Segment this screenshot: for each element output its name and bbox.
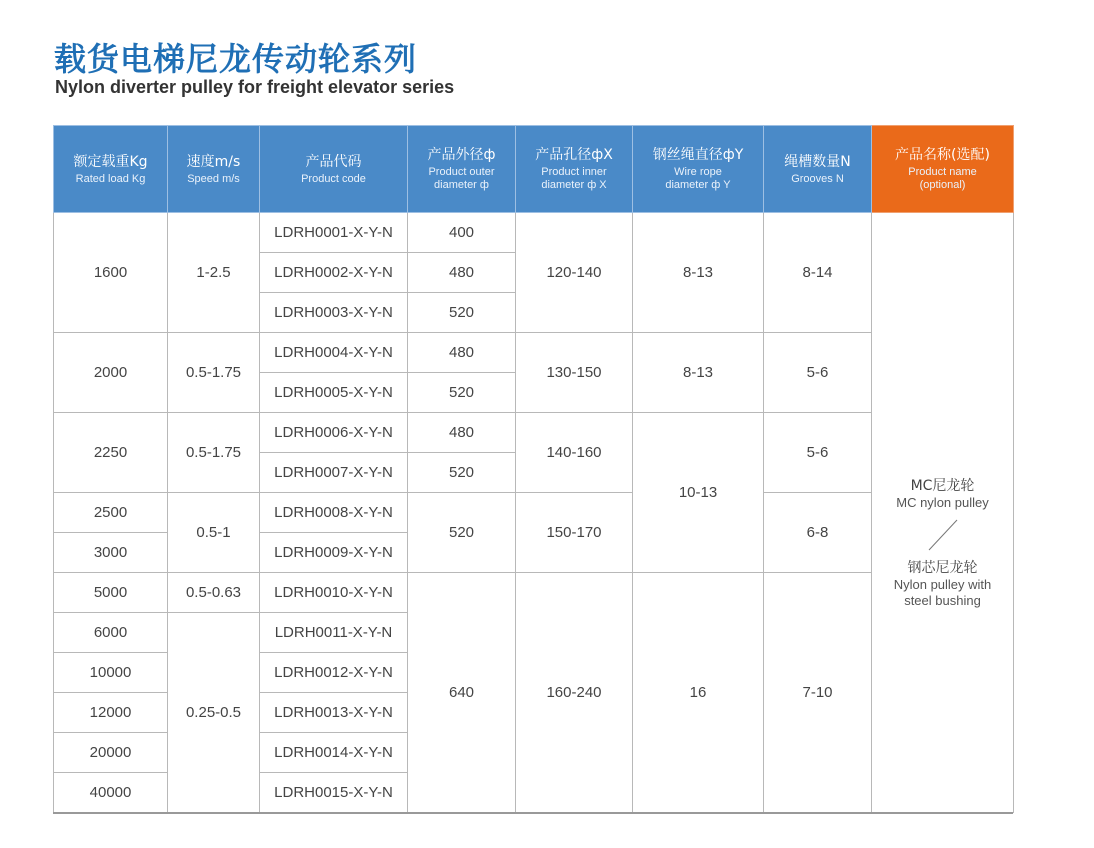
load-cell: 2000 — [54, 333, 168, 413]
header-product-name-cn: 产品名称(选配) — [895, 147, 990, 163]
outer-diameter-cell: 480 — [408, 253, 516, 293]
code-cell: LDRH0011-X-Y-N — [260, 613, 408, 653]
header-wire-rope-diameter — [633, 126, 764, 213]
header-rated-load-en: Rated load Kg — [75, 172, 146, 185]
code-cell: LDRH0013-X-Y-N — [260, 693, 408, 733]
inner-diameter-cell: 140-160 — [516, 413, 633, 493]
load-cell: 40000 — [54, 773, 168, 813]
header-outer-diameter-en2: diameter ф — [434, 179, 489, 191]
option-mc-nylon-cn: MC尼龙轮 — [910, 477, 975, 494]
wire-rope-cell: 16 — [633, 573, 764, 813]
grooves-cell: 8-14 — [764, 213, 872, 333]
wire-rope-cell: 10-13 — [633, 413, 764, 573]
outer-diameter-cell: 520 — [408, 493, 516, 573]
outer-diameter-cell: 480 — [408, 413, 516, 453]
speed-cell: 1-2.5 — [168, 213, 260, 333]
load-cell: 1600 — [54, 213, 168, 333]
speed-cell: 0.25-0.5 — [168, 613, 260, 813]
table-row — [54, 573, 1014, 613]
option-steel-core-en1: Nylon pulley with — [893, 576, 992, 592]
header-speed-en: Speed m/s — [187, 172, 240, 185]
inner-diameter-cell: 130-150 — [516, 333, 633, 413]
wire-rope-cell: 8-13 — [633, 213, 764, 333]
code-cell: LDRH0012-X-Y-N — [260, 653, 408, 693]
table-row — [54, 213, 1014, 253]
header-product-code-en: Product code — [301, 172, 366, 185]
outer-diameter-cell: 400 — [408, 213, 516, 253]
outer-diameter-cell: 520 — [408, 453, 516, 493]
wire-rope-cell: 8-13 — [633, 333, 764, 413]
load-cell: 5000 — [54, 573, 168, 613]
header-inner-diameter — [516, 126, 633, 213]
code-cell: LDRH0002-X-Y-N — [260, 253, 408, 293]
header-outer-diameter-en1: Product outer — [428, 166, 495, 178]
header-speed-cn: 速度m/s — [186, 153, 241, 170]
header-inner-diameter-en1: Product inner — [541, 166, 607, 178]
header-product-name-en2: (optional) — [919, 179, 966, 191]
speed-cell: 0.5-1.75 — [168, 333, 260, 413]
load-cell: 2500 — [54, 493, 168, 533]
table-bottom-rule — [53, 812, 1013, 814]
code-cell: LDRH0003-X-Y-N — [260, 293, 408, 333]
table-row — [54, 333, 1014, 373]
grooves-cell: 5-6 — [764, 333, 872, 413]
header-inner-diameter-en2: diameter ф X — [541, 179, 607, 191]
inner-diameter-cell: 150-170 — [516, 493, 633, 573]
outer-diameter-cell: 520 — [408, 293, 516, 333]
header-grooves — [764, 126, 872, 213]
slash-divider — [923, 517, 963, 553]
grooves-cell: 7-10 — [764, 573, 872, 813]
load-cell: 12000 — [54, 693, 168, 733]
page-title-english: Nylon diverter pulley for freight elevator series — [55, 77, 455, 97]
header-product-code-cn: 产品代码 — [305, 153, 362, 170]
header-product-name — [872, 126, 1014, 213]
load-cell: 6000 — [54, 613, 168, 653]
option-mc-nylon-en: MC nylon pulley — [896, 494, 989, 510]
code-cell: LDRH0015-X-Y-N — [260, 773, 408, 813]
table-row — [54, 493, 1014, 533]
header-wire-rope-en2: diameter ф Y — [665, 179, 731, 191]
outer-diameter-cell: 520 — [408, 373, 516, 413]
code-cell: LDRH0004-X-Y-N — [260, 333, 408, 373]
code-cell: LDRH0014-X-Y-N — [260, 733, 408, 773]
header-rated-load-cn: 额定载重Kg — [73, 153, 148, 170]
code-cell: LDRH0005-X-Y-N — [260, 373, 408, 413]
load-cell: 2250 — [54, 413, 168, 493]
code-cell: LDRH0001-X-Y-N — [260, 213, 408, 253]
code-cell: LDRH0010-X-Y-N — [260, 573, 408, 613]
header-speed — [168, 126, 260, 213]
option-steel-core-en2: steel bushing — [904, 592, 981, 608]
inner-diameter-cell: 160-240 — [516, 573, 633, 813]
table-header-row — [54, 126, 1014, 213]
page-title-chinese: 载货电梯尼龙传动轮系列 — [54, 40, 418, 78]
header-outer-diameter — [408, 126, 516, 213]
header-product-code — [260, 126, 408, 213]
grooves-cell: 6-8 — [764, 493, 872, 573]
header-inner-diameter-cn: 产品孔径фX — [535, 147, 613, 163]
code-cell: LDRH0007-X-Y-N — [260, 453, 408, 493]
header-rated-load — [54, 126, 168, 213]
header-outer-diameter-cn: 产品外径ф — [427, 147, 496, 163]
outer-diameter-cell: 480 — [408, 333, 516, 373]
load-cell: 20000 — [54, 733, 168, 773]
speed-cell: 0.5-1.75 — [168, 413, 260, 493]
header-wire-rope-en1: Wire rope — [674, 166, 722, 178]
product-name-cell — [872, 213, 1014, 813]
load-cell: 10000 — [54, 653, 168, 693]
table-row — [54, 413, 1014, 453]
option-steel-core-cn: 钢芯尼龙轮 — [907, 559, 978, 576]
grooves-cell: 5-6 — [764, 413, 872, 493]
inner-diameter-cell: 120-140 — [516, 213, 633, 333]
code-cell: LDRH0008-X-Y-N — [260, 493, 408, 533]
code-cell: LDRH0006-X-Y-N — [260, 413, 408, 453]
product-spec-table — [53, 125, 1014, 813]
header-wire-rope-cn: 钢丝绳直径фY — [652, 147, 744, 163]
outer-diameter-cell: 640 — [408, 573, 516, 813]
code-cell: LDRH0009-X-Y-N — [260, 533, 408, 573]
speed-cell: 0.5-0.63 — [168, 573, 260, 613]
load-cell: 3000 — [54, 533, 168, 573]
header-grooves-en: Grooves N — [791, 172, 844, 185]
speed-cell: 0.5-1 — [168, 493, 260, 573]
header-product-name-en1: Product name — [908, 166, 977, 178]
header-grooves-cn: 绳槽数量N — [784, 153, 851, 170]
